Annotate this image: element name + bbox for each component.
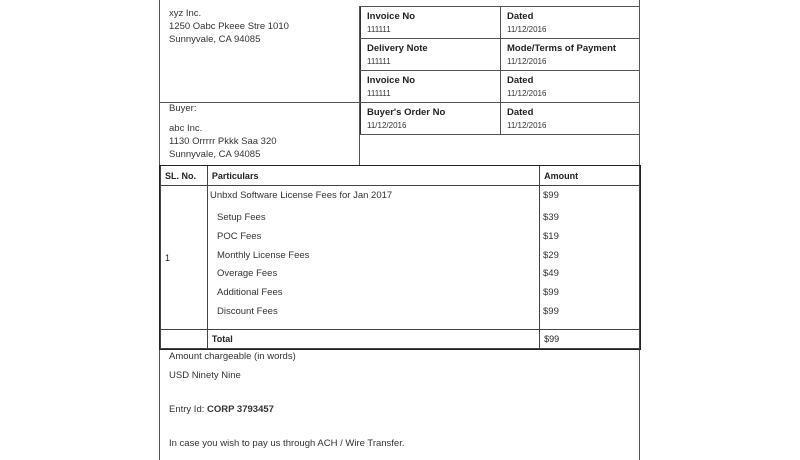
payment-terms-value: 11/12/2016 bbox=[507, 57, 547, 66]
items-table-header bbox=[161, 166, 640, 186]
list-item: Discount Fees bbox=[217, 306, 278, 317]
list-item: Additional Fees bbox=[217, 287, 283, 298]
entry-id-label: Entry Id: bbox=[169, 404, 208, 415]
buyer-name: abc Inc. bbox=[169, 123, 203, 134]
invoice-no-value-2: 111111 bbox=[367, 89, 391, 98]
seller-address-line2: Sunnyvale, CA 94085 bbox=[169, 34, 261, 45]
main-amount: $99 bbox=[543, 190, 559, 201]
info-grid-row-divider bbox=[360, 38, 640, 39]
total-row bbox=[161, 330, 640, 349]
list-item-amount: $99 bbox=[543, 287, 559, 298]
buyer-address-line1: 1130 Orrrrr Pkkk Saa 320 bbox=[169, 136, 277, 147]
list-item: POC Fees bbox=[217, 231, 262, 242]
amount-words-label: Amount chargeable (in words) bbox=[169, 351, 296, 362]
buyer-block bbox=[169, 122, 277, 161]
list-item: Overage Fees bbox=[217, 268, 278, 279]
info-grid-top bbox=[360, 6, 640, 7]
invoice-no-value: 111111 bbox=[367, 25, 391, 34]
sl-no-cell: 1 bbox=[161, 186, 208, 330]
dated-label-2: Dated bbox=[507, 75, 534, 86]
dated-label-3: Dated bbox=[507, 107, 534, 118]
seller-name: xyz Inc. bbox=[169, 8, 202, 19]
amount-words: USD Ninety Nine bbox=[169, 370, 241, 381]
buyer-address-line2: Sunnyvale, CA 94085 bbox=[169, 149, 261, 160]
list-item-amount: $19 bbox=[543, 231, 559, 242]
info-grid-row-divider bbox=[360, 70, 640, 71]
seller-buyer-divider bbox=[159, 102, 360, 103]
dated-value-3: 11/12/2016 bbox=[507, 121, 547, 130]
dated-label: Dated bbox=[507, 11, 534, 22]
info-grid-row-divider bbox=[360, 102, 640, 103]
list-item: Setup Fees bbox=[217, 212, 266, 223]
seller-block bbox=[169, 7, 289, 46]
ach-note: In case you wish to pay us through ACH / Wire Transfer. bbox=[169, 438, 405, 449]
total-amount: $99 bbox=[540, 330, 640, 349]
delivery-note-value: 111111 bbox=[367, 57, 391, 66]
buyer-label: Buyer: bbox=[169, 103, 197, 114]
list-item-amount: $39 bbox=[543, 212, 559, 223]
buyers-order-no-value: 11/12/2016 bbox=[367, 121, 407, 130]
total-sl-cell bbox=[161, 330, 208, 349]
dated-value-2: 11/12/2016 bbox=[507, 89, 547, 98]
amount-header: Amount bbox=[540, 166, 640, 186]
payment-terms-label: Mode/Terms of Payment bbox=[507, 43, 617, 54]
invoice-no-label-2: Invoice No bbox=[367, 75, 416, 86]
list-item-amount: $99 bbox=[543, 306, 559, 317]
entry-id bbox=[169, 404, 274, 415]
list-item-amount: $29 bbox=[543, 250, 559, 261]
invoice-no-label: Invoice No bbox=[367, 11, 416, 22]
sl-no-header: SL. No. bbox=[161, 166, 208, 186]
seller-address-line1: 1250 Oabc Pkeee Stre 1010 bbox=[169, 21, 289, 32]
entry-id-value: CORP 3793457 bbox=[207, 404, 274, 415]
main-particular: Unbxd Software License Fees for Jan 2017 bbox=[210, 190, 393, 201]
list-item-amount: $49 bbox=[543, 268, 559, 279]
delivery-note-label: Delivery Note bbox=[367, 43, 428, 54]
dated-value: 11/12/2016 bbox=[507, 25, 547, 34]
info-grid-bottom bbox=[360, 134, 640, 135]
particulars-header: Particulars bbox=[207, 166, 539, 186]
buyers-order-no-label: Buyer's Order No bbox=[367, 107, 446, 118]
total-label: Total bbox=[207, 330, 539, 349]
list-item: Monthly License Fees bbox=[217, 250, 310, 261]
